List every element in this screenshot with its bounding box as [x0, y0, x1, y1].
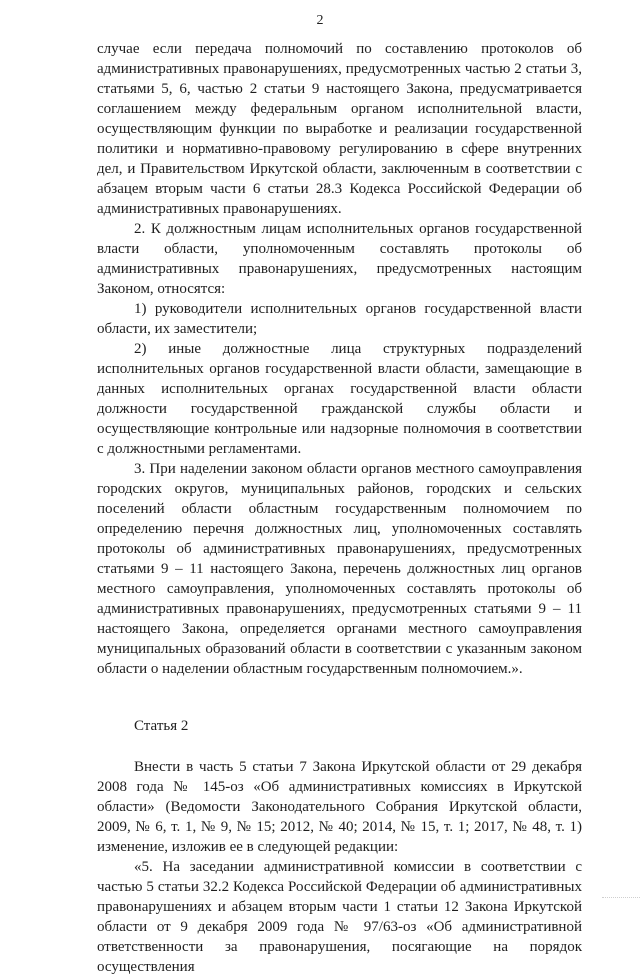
spacer: [97, 736, 582, 757]
paragraph-item-3: 3. При наделении законом области органов местного самоуправления городских округов, муниципальных районов, городских и сельских поселений области областным государственным полномочием по определению перечня должностных лиц, уполномоченных составлять протоколы об административных правонарушениях, предусмотренных статьями 9 – 11 настоящего Закона, перечень должностных лиц органов местного самоуправления, уполномоченных составлять протоколы об административных правонарушениях, предусмотренных статьями 9 – 11 настоящего Закона, определяется органами местного самоуправления муниципальных образований области в соответствии с указанным законом области о наделении областным государственным полномочием.».: [97, 461, 582, 677]
scan-artifact: [602, 897, 640, 901]
paragraph-new-text: «5. На заседании административной комиссии в соответствии с частью 5 статьи 32.2 Кодекса Российской Федерации об административных правонарушениях и абзацем вторым части 1 статьи 12 Закона Иркутской области от 9 декабря 2009 года № 97/63-оз «Об административной ответственности за правонарушения, посягающие на порядок осуществления: [97, 859, 582, 975]
page-number: 2: [316, 13, 324, 28]
paragraph-continuation: случае если передача полномочий по составлению протоколов об административных правонарушениях, предусмотренных частью 2 статьи 3, статьями 5, 6, частью 2 статьи 9 настоящего Закона, предусматривается соглашением между федеральным органом исполнительной власти, осуществляющим функции по выработке и реализации государственной политики и нормативно-правовому регулированию в сфере внутренних дел, и Правительством Иркутской области, заключенным в соответствии с абзацем вторым части 6 статьи 28.3 Кодекса Российской Федерации об административных правонарушениях.: [97, 41, 582, 217]
list-item-1: 1) руководители исполнительных органов государственной власти области, их заместители;: [97, 301, 582, 337]
paragraph-item-2: 2. К должностным лицам исполнительных органов государственной власти области, уполномоченным составлять протоколы об административных правонарушениях, предусмотренных настоящим Законом, относятся:: [97, 221, 582, 297]
paragraph-amendment: Внести в часть 5 статьи 7 Закона Иркутской области от 29 декабря 2008 года № 145-оз «Об административных комиссиях в Иркутской области» (Ведомости Законодательного Собрания Иркутской области, 2009, № 6, т. 1, № 9, № 15; 2012, № 40; 2014, № 15, т. 1; 2017, № 48, т. 1) изменение, изложив ее в следующей редакции:: [97, 759, 582, 855]
article-heading: Статья 2: [134, 718, 189, 734]
spacer: [97, 679, 582, 700]
list-item-2: 2) иные должностные лица структурных подразделений исполнительных органов государственной власти области, замещающие в данных исполнительных органах государственной власти области должности государственной гражданской службы области и осуществляющие контрольные или надзорные полномочия в соответствии с должностными регламентами.: [97, 341, 582, 457]
document-body: [97, 39, 582, 977]
